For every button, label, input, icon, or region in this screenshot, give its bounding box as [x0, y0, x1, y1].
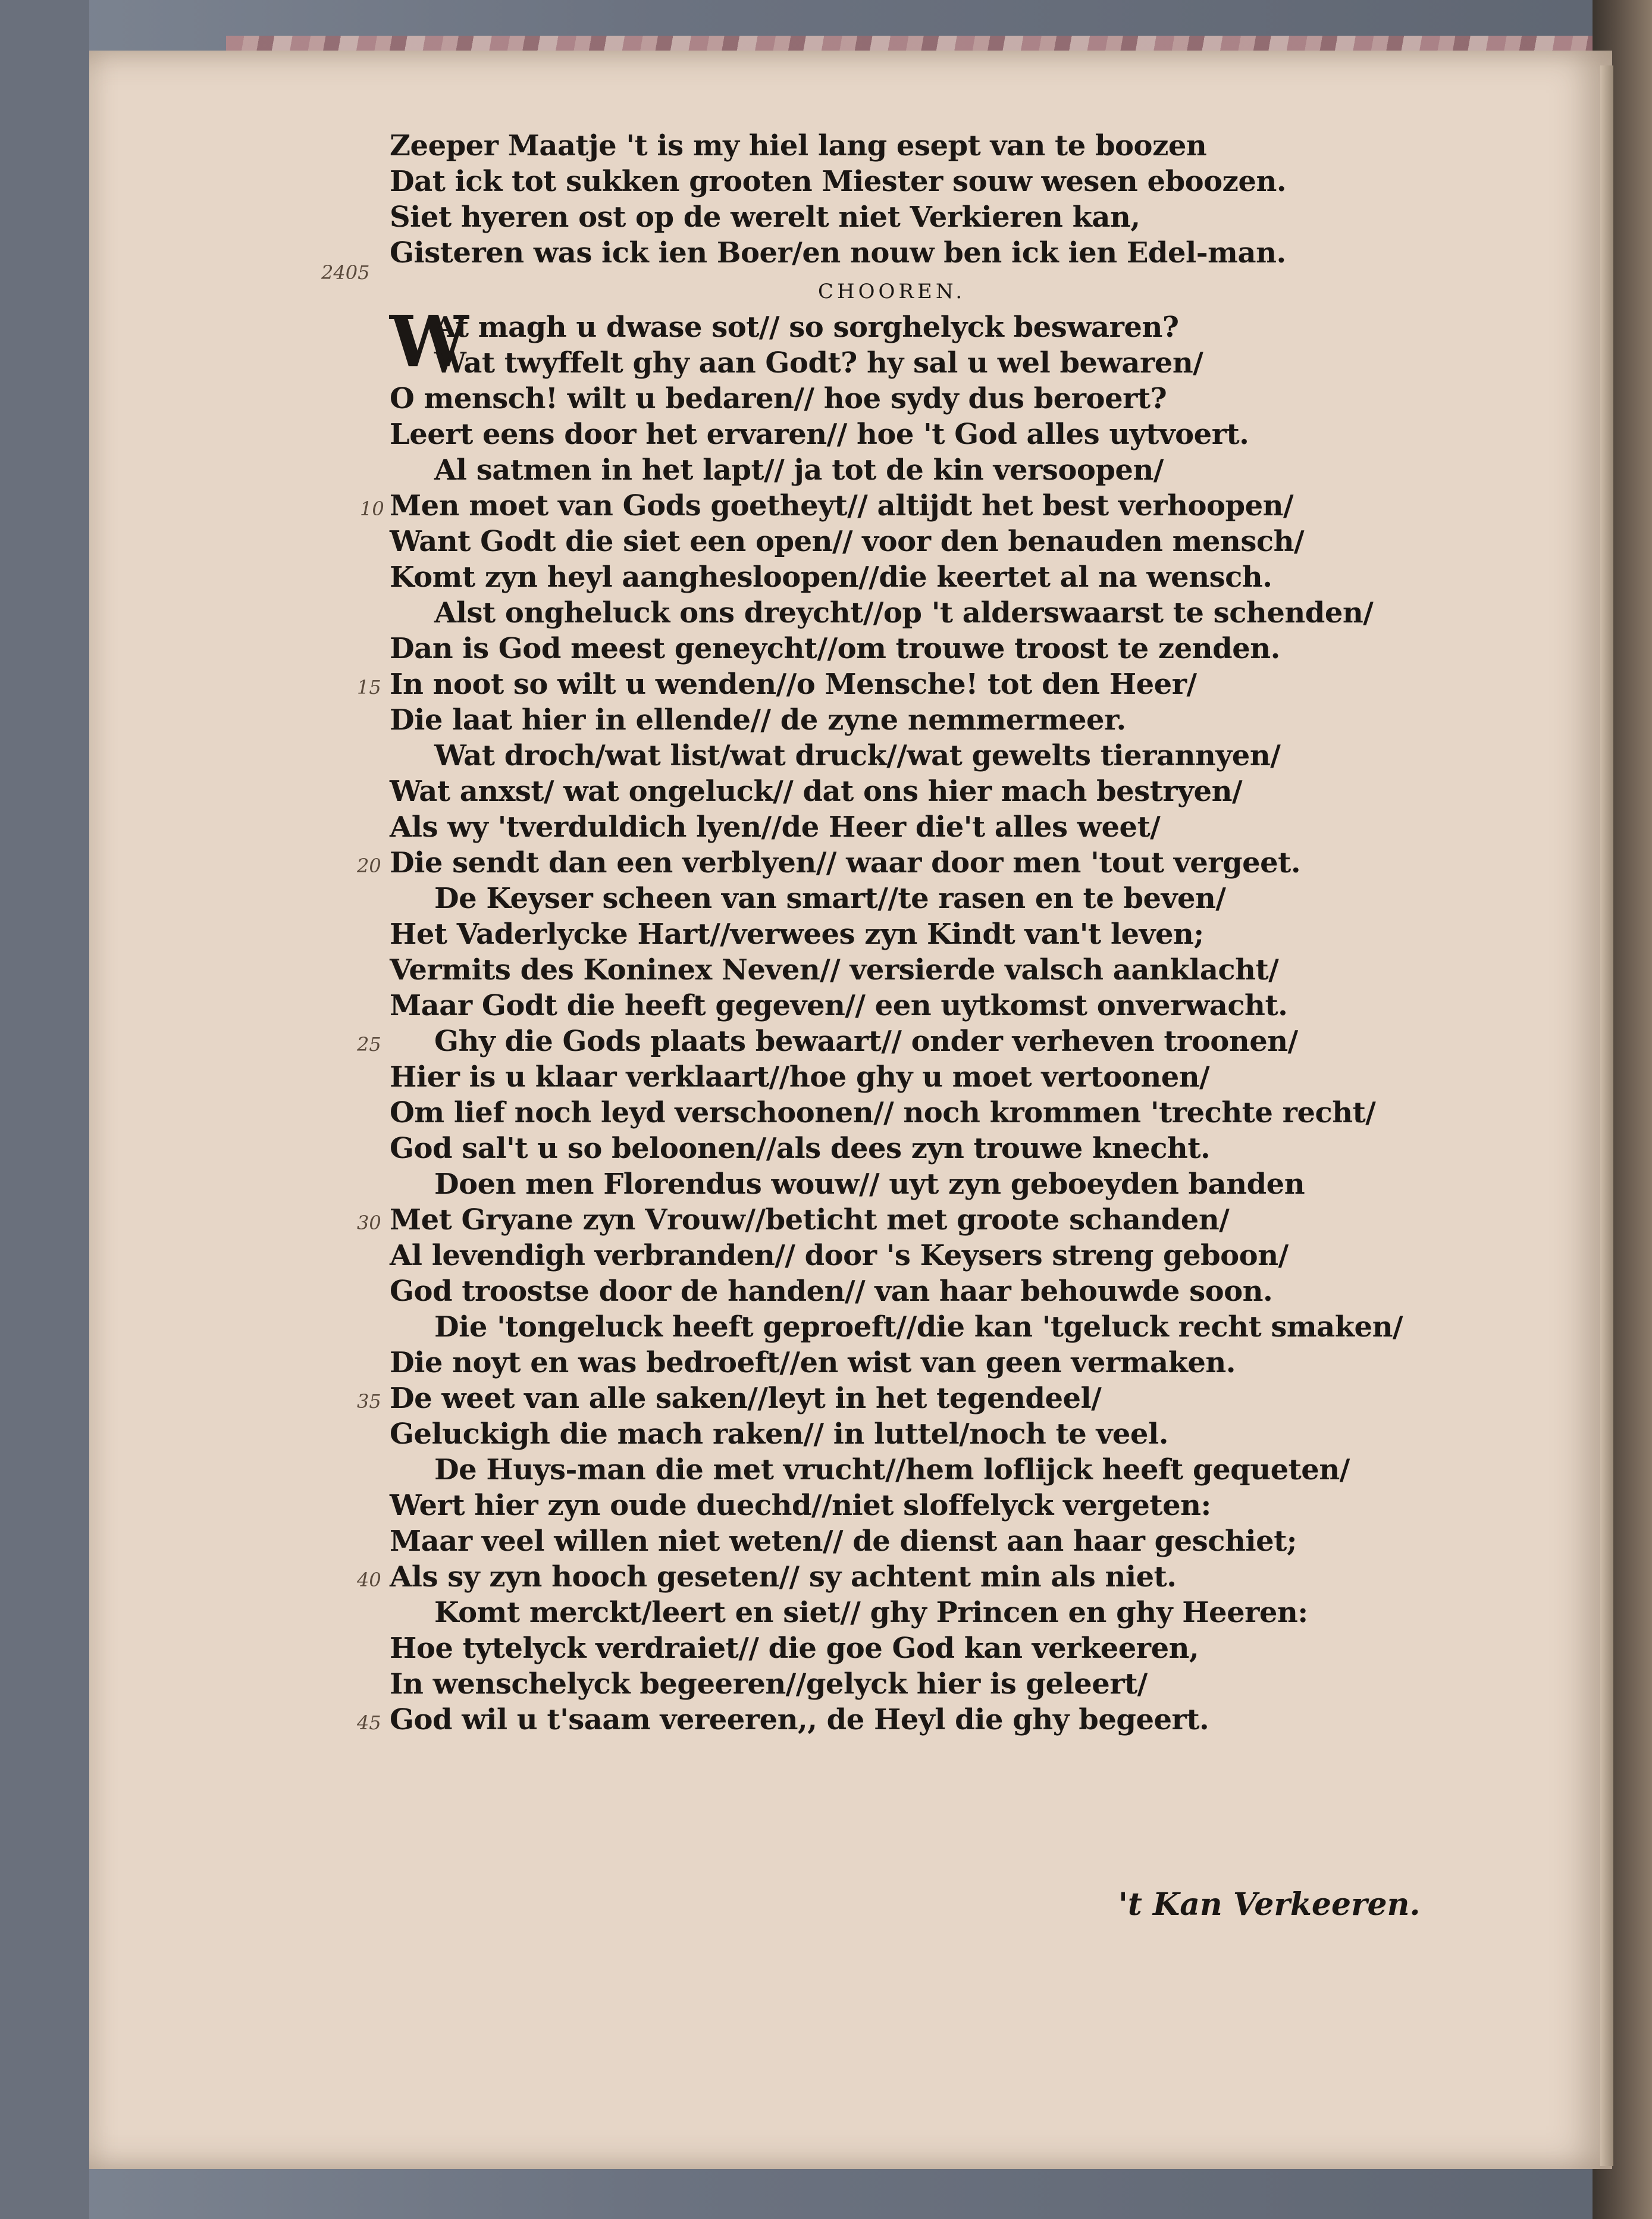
chorus-line: Geluckigh die mach raken// in luttel/noch te veel.: [390, 1417, 1168, 1451]
opening-line: Gisteren was ick ien Boer/en nouw ben ick ien Edel-man.: [390, 236, 1286, 270]
margin-line-number: 40: [357, 1569, 381, 1591]
chorus-line: Als wy 'tverduldich lyen//de Heer die't alles weet/: [390, 810, 1161, 844]
page-edge: [1600, 65, 1613, 2166]
chorus-line: Het Vaderlycke Hart//verwees zyn Kindt van't leven;: [390, 918, 1204, 951]
chorus-line: At magh u dwase sot// so sorghelyck beswaren?: [434, 311, 1179, 344]
opening-line: Zeeper Maatje 't is my hiel lang esept van te boozen: [390, 129, 1207, 162]
chorus-line: De Huys-man die met vrucht//hem loflijck heeft gequeten/: [434, 1453, 1350, 1486]
chorus-line: Komt merckt/leert en siet// ghy Princen en ghy Heeren:: [434, 1596, 1308, 1629]
chorus-line: God wil u t'saam vereeren,, de Heyl die ghy begeert.: [390, 1703, 1209, 1736]
chorus-line: Hier is u klaar verklaart//hoe ghy u moet vertoonen/: [390, 1060, 1210, 1094]
chorus-line: Die laat hier in ellende// de zyne nemmermeer.: [390, 703, 1126, 737]
chorus-line: Leert eens door het ervaren// hoe 't God alles uytvoert.: [390, 418, 1249, 451]
margin-line-number: 30: [357, 1212, 381, 1234]
opening-line: Dat ick tot sukken grooten Miester souw wesen eboozen.: [390, 165, 1287, 198]
margin-line-number: 35: [357, 1390, 381, 1413]
chorus-line: Maar Godt die heeft gegeven// een uytkomst onverwacht.: [390, 989, 1288, 1022]
chorus-line: Wat twyffelt ghy aan Godt? hy sal u wel bewaren/: [434, 346, 1203, 380]
margin-line-number: 45: [357, 1711, 381, 1734]
closing-motto: 't Kan Verkeeren.: [1118, 1886, 1421, 1923]
chorus-line: Met Gryane zyn Vrouw//beticht met groote schanden/: [390, 1203, 1230, 1237]
chorus-line: Wert hier zyn oude duechd//niet sloffelyck vergeten:: [390, 1489, 1211, 1522]
chorus-line: In noot so wilt u wenden//o Mensche! tot den Heer/: [390, 668, 1197, 701]
chorus-line: Hoe tytelyck verdraiet// die goe God kan verkeeren,: [390, 1632, 1199, 1665]
margin-line-number: 25: [357, 1033, 381, 1056]
chorus-line: Wat anxst/ wat ongeluck// dat ons hier mach bestryen/: [390, 775, 1243, 808]
margin-line-number: 20: [357, 855, 381, 877]
margin-line-number: 10: [360, 497, 384, 520]
chorus-line: Die noyt en was bedroeft//en wist van geen vermaken.: [390, 1346, 1236, 1379]
section-heading: CHOOREN.: [818, 280, 966, 303]
chorus-line: De weet van alle saken//leyt in het tegendeel/: [390, 1382, 1102, 1415]
chorus-line: In wenschelyck begeeren//gelyck hier is geleert/: [390, 1667, 1148, 1701]
margin-line-number: 2405: [321, 261, 370, 284]
chorus-line: De Keyser scheen van smart//te rasen en te beven/: [434, 882, 1226, 915]
chorus-line: Al satmen in het lapt// ja tot de kin versoopen/: [434, 453, 1164, 487]
chorus-line: Komt zyn heyl aanghesloopen//die keertet al na wensch.: [390, 561, 1272, 594]
book-cover-left: [0, 0, 89, 2219]
drop-cap: W: [390, 300, 469, 383]
chorus-line: Dan is God meest geneycht//om trouwe troost te zenden.: [390, 632, 1280, 665]
chorus-line: Wat droch/wat list/wat druck//wat gewelts tierannyen/: [434, 739, 1281, 772]
chorus-line: Die sendt dan een verblyen// waar door men 'tout vergeet.: [390, 846, 1301, 880]
opening-line: Siet hyeren ost op de werelt niet Verkieren kan,: [390, 201, 1140, 234]
chorus-line: Alst ongheluck ons dreycht//op 't alderswaarst te schenden/: [434, 596, 1374, 630]
chorus-line: Ghy die Gods plaats bewaart// onder verheven troonen/: [434, 1025, 1298, 1058]
chorus-line: Men moet van Gods goetheyt// altijdt het best verhoopen/: [390, 489, 1294, 522]
margin-line-number: 15: [357, 676, 381, 699]
chorus-line: Maar veel willen niet weten// de dienst aan haar geschiet;: [390, 1525, 1297, 1558]
chorus-line: Om lief noch leyd verschoonen// noch krommen 'trechte recht/: [390, 1096, 1376, 1129]
chorus-line: God sal't u so beloonen//als dees zyn trouwe knecht.: [390, 1132, 1211, 1165]
chorus-line: Die 'tongeluck heeft geproeft//die kan 'tgeluck recht smaken/: [434, 1310, 1403, 1344]
chorus-line: Vermits des Koninex Neven// versierde valsch aanklacht/: [390, 953, 1279, 987]
chorus-line: O mensch! wilt u bedaren// hoe sydy dus beroert?: [390, 382, 1167, 415]
chorus-line: Doen men Florendus wouw// uyt zyn geboeyden banden: [434, 1168, 1305, 1201]
chorus-line: Al levendigh verbranden// door 's Keysers streng geboon/: [390, 1239, 1289, 1272]
chorus-line: God troostse door de handen// van haar behouwde soon.: [390, 1275, 1273, 1308]
chorus-line: Want Godt die siet een open// voor den benauden mensch/: [390, 525, 1305, 558]
chorus-line: Als sy zyn hooch geseten// sy achtent min als niet.: [390, 1560, 1177, 1594]
